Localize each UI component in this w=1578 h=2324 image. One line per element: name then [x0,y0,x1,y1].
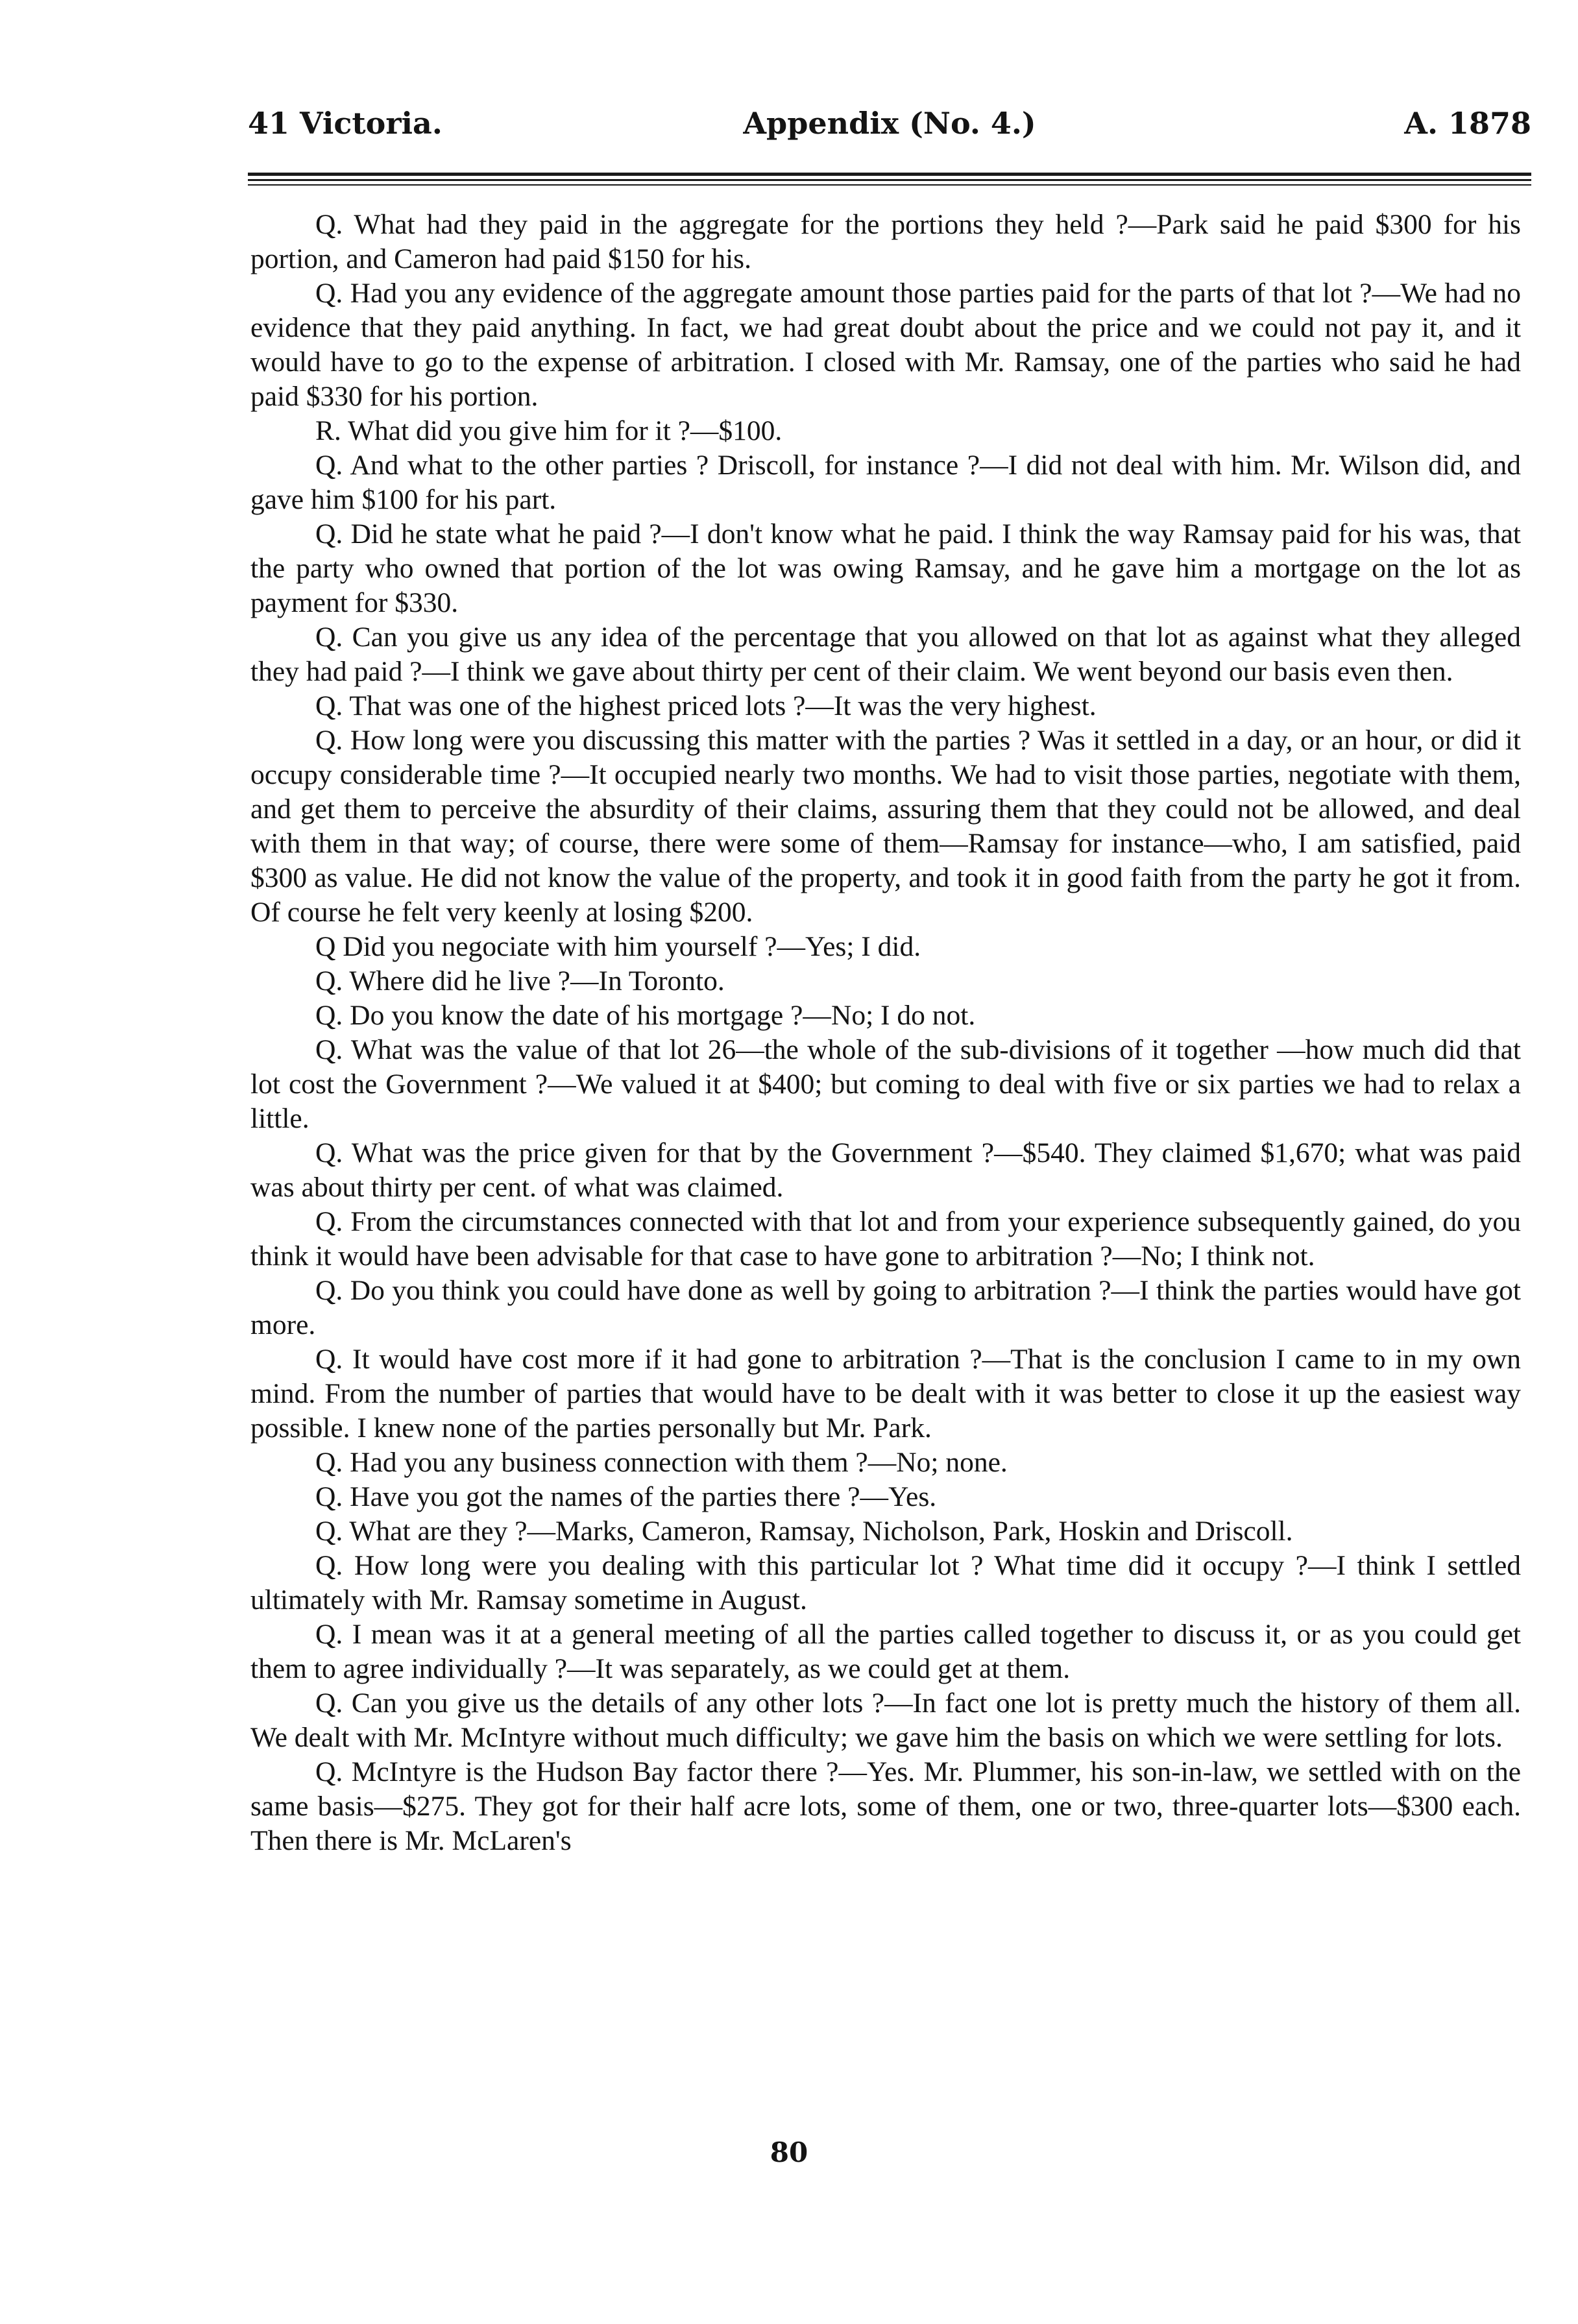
paragraph: Q. Can you give us the details of any other lots ?—In fact one lot is pretty much the history of them all. We dealt with Mr. McIntyre without much difficulty; we gave him the basis on which we were settling for lots. [250,1688,1521,1753]
paragraph: Q. How long were you dealing with this particular lot ? What time did it occupy ?—I think I settled ultimately with Mr. Ramsay sometime in August. [250,1550,1521,1616]
testimony-text [250,208,1521,1858]
header-rule-thick [248,173,1531,176]
paragraph: Q. That was one of the highest priced lots ?—It was the very highest. [315,690,1097,721]
page-number: 80 [770,2136,808,2168]
paragraph: Q. How long were you discussing this matter with the parties ? Was it settled in a day, or an hour, or did it occupy considerable time ?—It occupied nearly two months. We had to visit those parties, negotiate with them, and get them to perceive the absurdity of their claims, assuring them that they could not be allowed, and deal with them in that way; of course, there were some of them—Ramsay for instance—who, I am satisfied, paid $300 as value. He did not know the value of the property, and took it in good faith from the party he got it from. Of course he felt very keenly at losing $200. [250,725,1521,928]
paragraph: Q. What was the price given for that by the Government ?—$540. They claimed $1,670; what was paid was about thirty per cent. of what was claimed. [250,1137,1521,1203]
paragraph: Q. Can you give us any idea of the percentage that you allowed on that lot as against what they alleged they had paid ?—I think we gave about thirty per cent of their claim. We went beyond our basis even then. [250,622,1521,687]
paragraph: Q. Had you any business connection with them ?—No; none. [315,1447,1008,1478]
paragraph: Q. Have you got the names of the parties there ?—Yes. [315,1481,937,1512]
paragraph: Q. Did he state what he paid ?—I don't know what he paid. I think the way Ramsay paid for his was, that the party who owned that portion of the lot was owing Ramsay, and he gave him a mortgage on the lot as payment for $330. [250,518,1521,618]
paragraph: Q. Do you think you could have done as well by going to arbitration ?—I think the parties would have got more. [250,1275,1521,1340]
paragraph: Q. Where did he live ?—In Toronto. [315,965,725,997]
header-rule-thin [248,184,1531,186]
paragraph: Q. What had they paid in the aggregate for the portions they held ?—Park said he paid $300 for his portion, and Cameron had paid $150 for his. [250,209,1521,274]
paragraph: Q. What was the value of that lot 26—the whole of the sub-divisions of it together —how much did that lot cost the Government ?—We valued it at $400; but coming to deal with five or six parties we had to relax a little. [250,1034,1521,1134]
header-year: A. 1878 [1404,106,1531,141]
paragraph: Q. McIntyre is the Hudson Bay factor there ?—Yes. Mr. Plummer, his son-in-law, we settled with on the same basis—$275. They got for their half acre lots, some of them, one or two, three-quarter lots—$300 each. Then there is Mr. McLaren's [250,1756,1521,1856]
paragraph: Q. And what to the other parties ? Driscoll, for instance ?—I did not deal with him. Mr. Wilson did, and gave him $100 for his part. [250,450,1521,515]
paragraph: Q. From the circumstances connected with that lot and from your experience subsequently gained, do you think it would have been advisable for that case to have gone to arbitration ?—No; I think not. [250,1206,1521,1272]
paragraph: Q Did you negociate with him yourself ?—Yes; I did. [315,931,921,962]
paragraph: R. What did you give him for it ?—$100. [315,415,783,446]
running-header [248,97,1531,149]
paragraph: Q. I mean was it at a general meeting of all the parties called together to discuss it, or as you could get them to agree individually ?—It was separately, as we could get at them. [250,1619,1521,1684]
header-session: 41 Victoria. [248,106,443,141]
header-rule-middle [248,179,1531,181]
paragraph: Q. What are they ?—Marks, Cameron, Ramsay, Nicholson, Park, Hoskin and Driscoll. [315,1516,1293,1547]
paragraph: Q. Had you any evidence of the aggregate amount those parties paid for the parts of that lot ?—We had no evidence that they paid anything. In fact, we had great doubt about the price and we could not pay it, and it would have to go to the expense of arbitration. I closed with Mr. Ramsay, one of the parties who said he had paid $330 for his portion. [250,278,1521,412]
paragraph: Q. Do you know the date of his mortgage ?—No; I do not. [315,1000,976,1031]
header-appendix: Appendix (No. 4.) [743,106,1036,141]
paragraph: Q. It would have cost more if it had gone to arbitration ?—That is the conclusion I came to in my own mind. From the number of parties that would have to be dealt with it was better to close it up the easiest way possible. I knew none of the parties personally but Mr. Park. [250,1344,1521,1444]
